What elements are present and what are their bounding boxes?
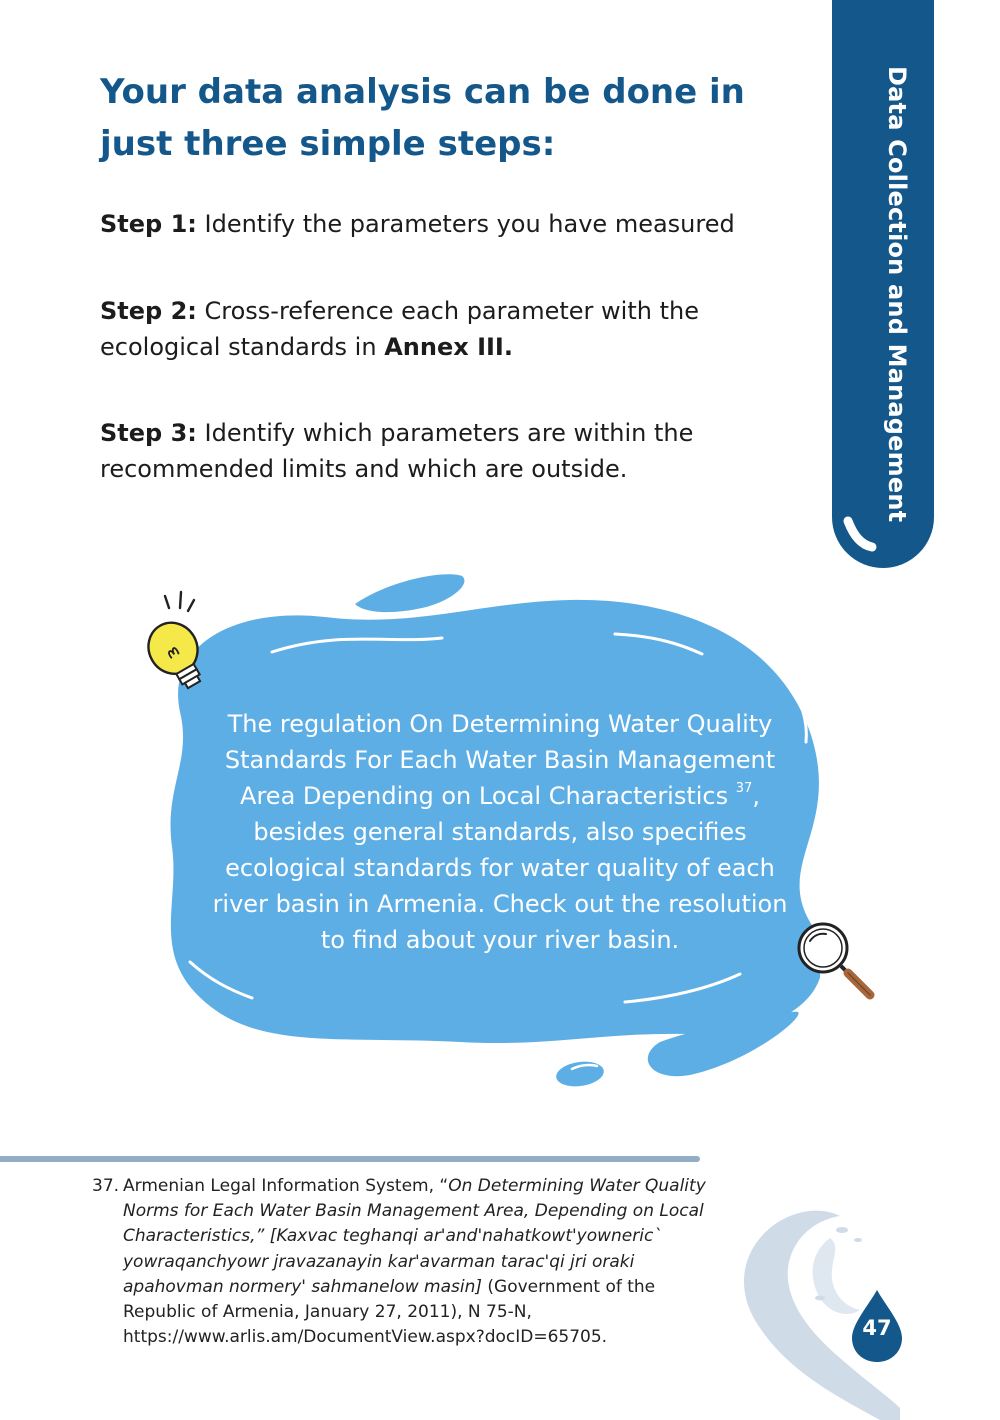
footnote-tail: (Government of the Republic of Armenia, January 27, 2011), N 75-N, https://www.arlis.am/DocumentView.aspx?docID=65705. [123,1276,656,1348]
step-3 [100,415,800,487]
step-text: Identify which parameters are within the recommended limits and which are outside. [100,419,694,483]
section-tab-label: Data Collection and Management [883,66,911,523]
annex-reference: Annex III. [384,333,513,361]
step-label: Step 2: [100,297,197,325]
step-text: Cross-reference each parameter with the ecological standards in [100,297,699,361]
footnote [92,1174,732,1350]
footnote-divider [0,1156,700,1162]
step-label: Step 1: [100,210,197,238]
footnote-title: On Determining Water Quality Norms for Each Water Basin Management Area, Depending on Local Characteristics,” [Kaxvac teghanqi ar'and'nahatkowt'yowneric` yowraqanchyowr jravazanayin kar'avarman tarac'qi jri oraki apahovman normery' sahmanelow masin] [123,1176,706,1297]
footnote-body [123,1174,732,1350]
step-text: Identify the parameters you have measured [196,210,735,238]
step-1 [100,206,800,242]
callout-text-part: The regulation On Determining Water Quality Standards For Each Water Basin Management Area Depending on Local Characteristics [224,710,776,810]
step-label: Step 3: [100,419,197,447]
water-drop-icon [842,515,878,555]
callout-text [200,706,800,958]
footnote-number: 37. [92,1176,120,1196]
footnote-reference: 37 [735,781,753,796]
page-title: Your data analysis can be done in just three simple steps: [100,72,745,164]
step-2 [100,293,800,365]
page-number: 47 [862,1316,892,1340]
magnifying-glass-icon [790,915,880,1005]
footnote-lead: Armenian Legal Information System, “ [123,1176,449,1196]
callout-text-part: , besides general standards, also specifies ecological standards for water quality of each river basin in Armenia. Check out the resolution to find about your river basin. [212,782,788,954]
lightbulb-icon [138,588,208,698]
